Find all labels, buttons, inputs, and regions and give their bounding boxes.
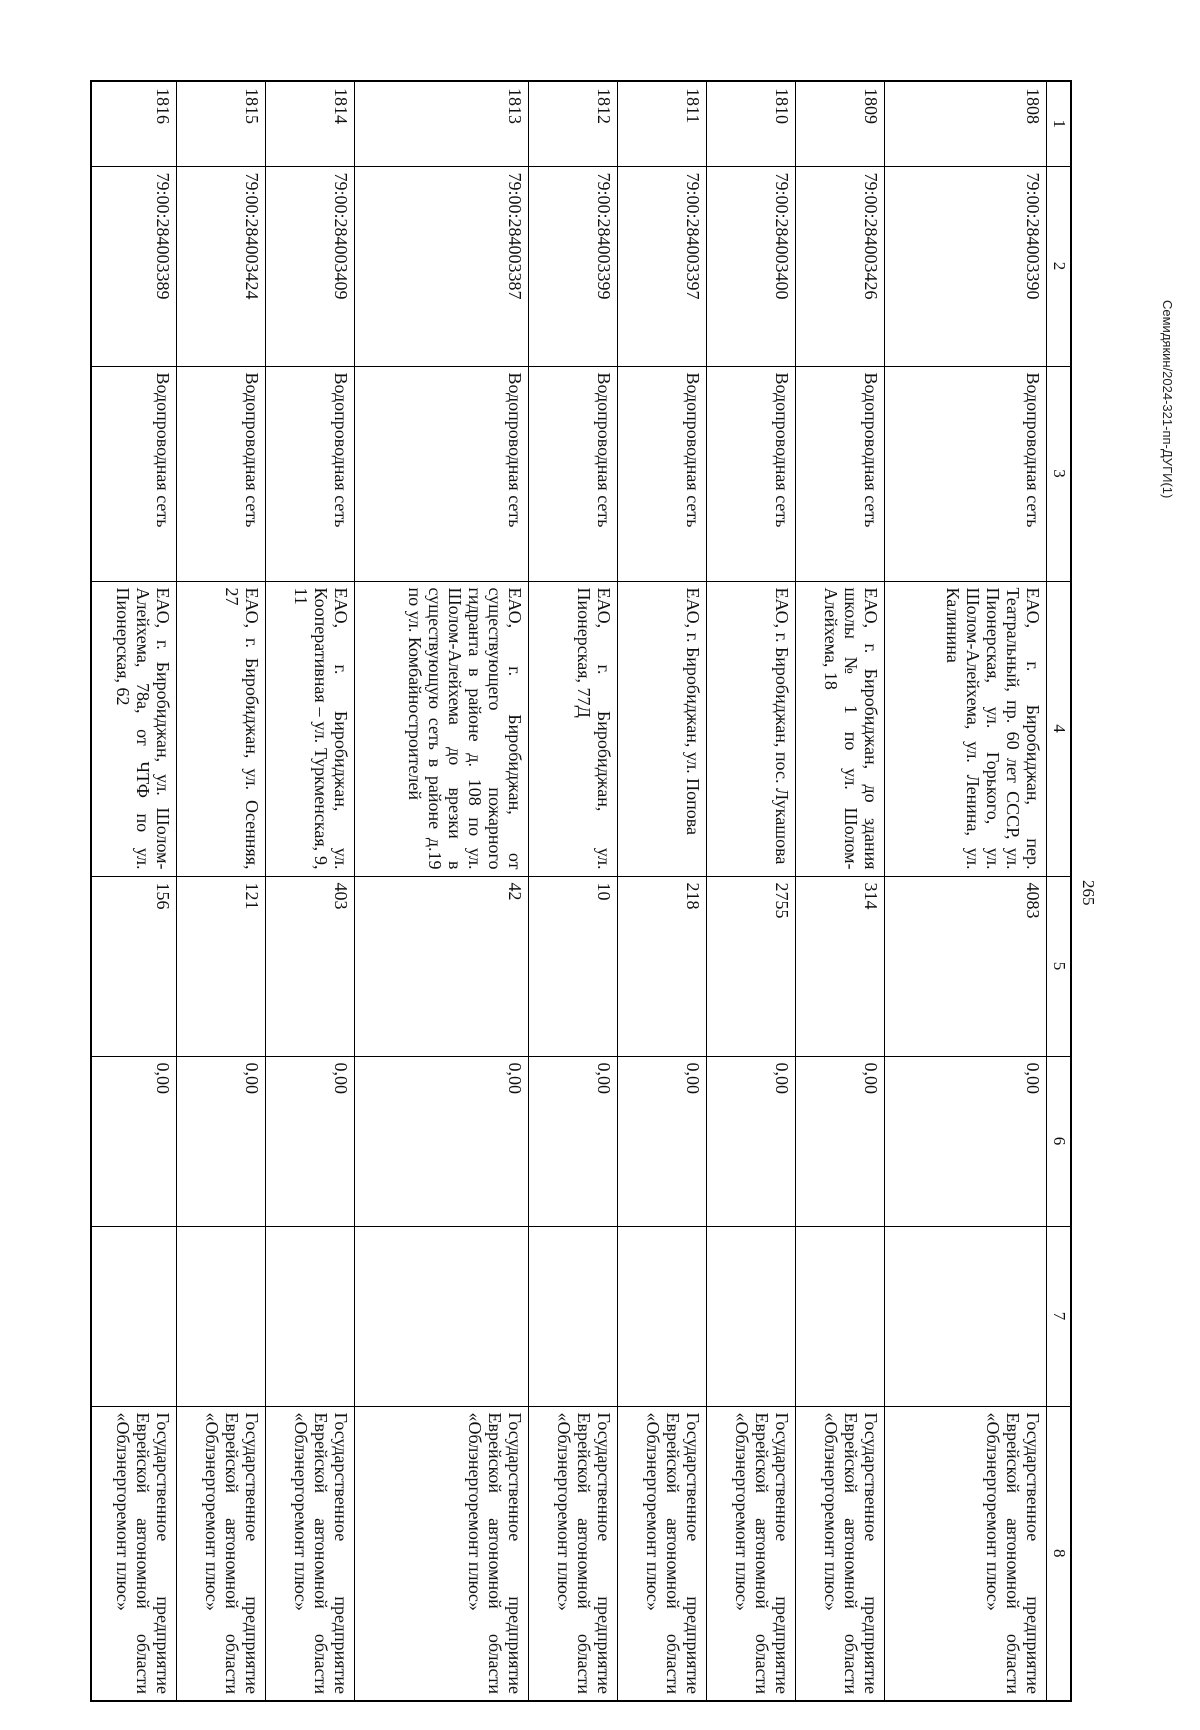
- length-cell: 156: [91, 876, 176, 1056]
- value-cell: 0,00: [796, 1056, 885, 1226]
- cadastral-number-cell: 79:00:284003400: [707, 166, 796, 366]
- length-cell: 121: [176, 876, 265, 1056]
- address-cell: ЕАО, г. Биробиджан, ул. Шолом-Алейхема, 78а, от ЧТФ по ул. Пионерская, 62: [91, 581, 176, 876]
- value-cell: 0,00: [528, 1056, 617, 1226]
- cadastral-number-cell: 79:00:284003426: [796, 166, 885, 366]
- value-cell: 0,00: [176, 1056, 265, 1226]
- table-row: [265, 81, 354, 1701]
- address-cell: ЕАО, г. Биробиджан, ул. Пионерская, 77Д: [528, 581, 617, 876]
- table-row: [176, 81, 265, 1701]
- row-number-cell: 1808: [885, 81, 1047, 166]
- value-cell: 0,00: [91, 1056, 176, 1226]
- owner-cell: Государственное предприятие Еврейской автономной области «Облэнергоремонт плюс»: [354, 1406, 528, 1701]
- length-cell: 403: [265, 876, 354, 1056]
- length-cell: 218: [618, 876, 707, 1056]
- row-number-cell: 1811: [618, 81, 707, 166]
- row-number-cell: 1814: [265, 81, 354, 166]
- object-name-cell: Водопроводная сеть: [91, 366, 176, 581]
- object-name-cell: Водопроводная сеть: [707, 366, 796, 581]
- value-cell: 0,00: [707, 1056, 796, 1226]
- table-row: [354, 81, 528, 1701]
- address-cell: ЕАО, г. Биробиджан, ул. Попова: [618, 581, 707, 876]
- owner-cell: Государственное предприятие Еврейской автономной области «Облэнергоремонт плюс»: [796, 1406, 885, 1701]
- column-7-cell: [528, 1226, 617, 1406]
- table-row: [91, 81, 176, 1701]
- cadastral-number-cell: 79:00:284003397: [618, 166, 707, 366]
- row-number-cell: 1815: [176, 81, 265, 166]
- address-cell: ЕАО, г. Биробиджан, ул. Осенняя, 27: [176, 581, 265, 876]
- column-7-cell: [176, 1226, 265, 1406]
- length-cell: 2755: [707, 876, 796, 1056]
- column-number-5: 5: [1047, 876, 1071, 1056]
- value-cell: 0,00: [265, 1056, 354, 1226]
- cadastral-number-cell: 79:00:284003389: [91, 166, 176, 366]
- cadastral-number-cell: 79:00:284003390: [885, 166, 1047, 366]
- column-7-cell: [885, 1226, 1047, 1406]
- header-row: [1047, 81, 1071, 1701]
- column-7-cell: [707, 1226, 796, 1406]
- table-row: [885, 81, 1047, 1701]
- object-name-cell: Водопроводная сеть: [528, 366, 617, 581]
- address-cell: ЕАО, г. Биробиджан, от существующего пожарного гидранта в районе д. 108 по ул. Шолом-Алейхема до врезки в существующую сеть в районе д.19 по ул. Комбайностроителей: [354, 581, 528, 876]
- object-name-cell: Водопроводная сеть: [796, 366, 885, 581]
- owner-cell: Государственное предприятие Еврейской автономной области «Облэнергоремонт плюс»: [707, 1406, 796, 1701]
- table-row: [618, 81, 707, 1701]
- row-number-cell: 1809: [796, 81, 885, 166]
- owner-cell: Государственное предприятие Еврейской автономной области «Облэнергоремонт плюс»: [91, 1406, 176, 1701]
- value-cell: 0,00: [885, 1056, 1047, 1226]
- address-cell: ЕАО, г. Биробиджан, до здания школы № 1 по ул. Шолом-Алейхема, 18: [796, 581, 885, 876]
- row-number-cell: 1816: [91, 81, 176, 166]
- column-number-8: 8: [1047, 1406, 1071, 1701]
- address-cell: ЕАО, г. Биробиджан, пер. Театральный, пр. 60 лет СССР, ул. Пионерская, ул. Горького, ул. Шолом-Алейхема, ул. Ленина, ул. Калинина: [885, 581, 1047, 876]
- cadastral-number-cell: 79:00:284003409: [265, 166, 354, 366]
- registry-table: [90, 80, 1072, 1702]
- value-cell: 0,00: [354, 1056, 528, 1226]
- owner-cell: Государственное предприятие Еврейской автономной области «Облэнергоремонт плюс»: [885, 1406, 1047, 1701]
- owner-cell: Государственное предприятие Еврейской автономной области «Облэнергоремонт плюс»: [176, 1406, 265, 1701]
- address-cell: ЕАО, г. Биробиджан, пос. Лукашова: [707, 581, 796, 876]
- column-7-cell: [265, 1226, 354, 1406]
- length-cell: 314: [796, 876, 885, 1056]
- cadastral-number-cell: 79:00:284003424: [176, 166, 265, 366]
- column-number-3: 3: [1047, 366, 1071, 581]
- column-7-cell: [796, 1226, 885, 1406]
- rotated-page: [90, 80, 1100, 1730]
- object-name-cell: Водопроводная сеть: [354, 366, 528, 581]
- column-number-4: 4: [1047, 581, 1071, 876]
- cadastral-number-cell: 79:00:284003399: [528, 166, 617, 366]
- document-code-footer: Семидякин/2024-321-пп-ДУГИ(1): [1160, 300, 1175, 499]
- owner-cell: Государственное предприятие Еврейской автономной области «Облэнергоремонт плюс»: [618, 1406, 707, 1701]
- table-row: [796, 81, 885, 1701]
- column-7-cell: [618, 1226, 707, 1406]
- value-cell: 0,00: [618, 1056, 707, 1226]
- object-name-cell: Водопроводная сеть: [618, 366, 707, 581]
- length-cell: 42: [354, 876, 528, 1056]
- length-cell: 10: [528, 876, 617, 1056]
- row-number-cell: 1812: [528, 81, 617, 166]
- column-number-1: 1: [1047, 81, 1071, 166]
- row-number-cell: 1810: [707, 81, 796, 166]
- column-number-2: 2: [1047, 166, 1071, 366]
- table-row: [707, 81, 796, 1701]
- table-row: [528, 81, 617, 1701]
- row-number-cell: 1813: [354, 81, 528, 166]
- column-number-7: 7: [1047, 1226, 1071, 1406]
- length-cell: 4083: [885, 876, 1047, 1056]
- column-7-cell: [354, 1226, 528, 1406]
- column-7-cell: [91, 1226, 176, 1406]
- page-number: 265: [1079, 880, 1098, 906]
- object-name-cell: Водопроводная сеть: [176, 366, 265, 581]
- object-name-cell: Водопроводная сеть: [885, 366, 1047, 581]
- owner-cell: Государственное предприятие Еврейской автономной области «Облэнергоремонт плюс»: [265, 1406, 354, 1701]
- address-cell: ЕАО, г. Биробиджан, ул. Кооперативная – ул. Туркменская, 9, 11: [265, 581, 354, 876]
- owner-cell: Государственное предприятие Еврейской автономной области «Облэнергоремонт плюс»: [528, 1406, 617, 1701]
- cadastral-number-cell: 79:00:284003387: [354, 166, 528, 366]
- column-number-6: 6: [1047, 1056, 1071, 1226]
- object-name-cell: Водопроводная сеть: [265, 366, 354, 581]
